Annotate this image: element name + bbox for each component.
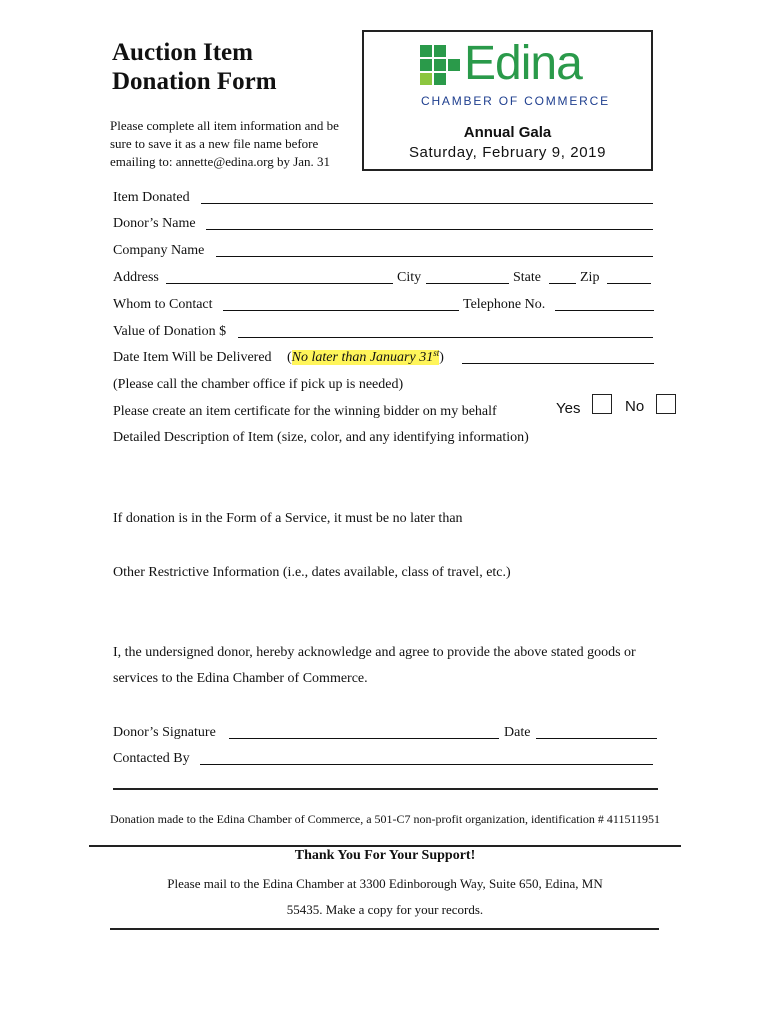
form-title bbox=[112, 38, 277, 96]
donor-name-input[interactable] bbox=[206, 229, 653, 230]
note-open-paren: ( bbox=[287, 350, 292, 365]
nonprofit-note: Donation made to the Edina Chamber of Commerce, a 501-C7 non-profit organization, identification # 411511951 bbox=[109, 812, 661, 826]
signature-input[interactable] bbox=[229, 738, 499, 739]
delivery-deadline-note bbox=[287, 348, 444, 368]
contact-row bbox=[113, 295, 658, 315]
company-name-input[interactable] bbox=[216, 256, 653, 257]
description-label: Detailed Description of Item (size, color, and any identifying information) bbox=[113, 430, 529, 445]
certificate-label: Please create an item certificate for the winning bidder on my behalf bbox=[113, 404, 497, 419]
event-date: Saturday, February 9, 2019 bbox=[408, 144, 607, 161]
zip-input[interactable] bbox=[607, 283, 651, 284]
item-donated-label: Item Donated bbox=[113, 190, 190, 205]
date-input[interactable] bbox=[536, 738, 657, 739]
yes-label: Yes bbox=[556, 400, 581, 417]
note-close-paren: ) bbox=[439, 350, 444, 365]
signature-row bbox=[113, 723, 658, 743]
restrictive-info-label: Other Restrictive Information (i.e., dates available, class of travel, etc.) bbox=[113, 565, 511, 580]
city-label: City bbox=[397, 270, 422, 285]
service-note: If donation is in the Form of a Service, it must be no later than bbox=[113, 511, 463, 526]
city-input[interactable] bbox=[426, 283, 509, 284]
address-row bbox=[113, 268, 653, 288]
value-label: Value of Donation $ bbox=[113, 324, 227, 339]
contacted-by-row bbox=[113, 749, 653, 769]
deadline-highlight bbox=[292, 350, 440, 365]
donor-name-row bbox=[113, 214, 653, 234]
logo-wordmark: Edina bbox=[464, 37, 582, 90]
title-line-1: Auction Item bbox=[112, 39, 253, 66]
date-label: Date bbox=[504, 725, 531, 740]
event-name: Annual Gala bbox=[463, 124, 552, 141]
address-input[interactable] bbox=[166, 283, 393, 284]
deadline-superscript: st bbox=[433, 348, 440, 358]
logo-box bbox=[362, 30, 653, 171]
address-label: Address bbox=[113, 270, 159, 285]
zip-label: Zip bbox=[580, 270, 600, 285]
logo-subtitle: CHAMBER OF COMMERCE bbox=[421, 94, 610, 108]
whom-to-contact-input[interactable] bbox=[223, 310, 459, 311]
state-input[interactable] bbox=[549, 283, 576, 284]
company-name-label: Company Name bbox=[113, 243, 205, 258]
contacted-by-label: Contacted By bbox=[113, 751, 190, 766]
pickup-note: (Please call the chamber office if pick up is needed) bbox=[113, 377, 404, 392]
intro-text: Please complete all item information and be sure to save it as a new file name before emailing to: annette@edina.org by Jan. 31 bbox=[110, 118, 339, 169]
divider-3 bbox=[110, 928, 659, 930]
donor-name-label: Donor’s Name bbox=[113, 216, 196, 231]
deadline-text: No later than January 31 bbox=[291, 350, 434, 365]
delivery-date-label: Date Item Will be Delivered bbox=[113, 350, 272, 365]
mailing-line-1: Please mail to the Edina Chamber at 3300 Edinborough Way, Suite 650, Edina, MN bbox=[167, 876, 603, 891]
value-input[interactable] bbox=[238, 337, 653, 338]
contacted-by-input[interactable] bbox=[200, 764, 653, 765]
signature-label: Donor’s Signature bbox=[113, 725, 216, 740]
chamber-logo-icon bbox=[420, 45, 460, 89]
item-donated-input[interactable] bbox=[201, 203, 653, 204]
company-name-row bbox=[113, 241, 653, 261]
state-label: State bbox=[513, 270, 541, 285]
delivery-date-row bbox=[113, 348, 658, 368]
no-checkbox[interactable] bbox=[656, 394, 676, 414]
yes-checkbox[interactable] bbox=[592, 394, 612, 414]
divider-2 bbox=[89, 845, 681, 847]
telephone-input[interactable] bbox=[555, 310, 654, 311]
divider-1 bbox=[113, 788, 658, 790]
item-donated-row bbox=[113, 188, 653, 208]
delivery-date-input[interactable] bbox=[462, 363, 654, 364]
title-line-2: Donation Form bbox=[112, 68, 277, 95]
value-row bbox=[113, 322, 653, 342]
thank-you-heading: Thank You For Your Support! bbox=[294, 848, 476, 863]
whom-to-contact-label: Whom to Contact bbox=[113, 297, 213, 312]
acknowledgement-text: I, the undersigned donor, hereby acknowledge and agree to provide the above stated goods or services to the Edina Chamber of Commerce. bbox=[113, 645, 636, 686]
no-label: No bbox=[625, 398, 645, 415]
telephone-label: Telephone No. bbox=[463, 297, 546, 312]
mailing-line-2: 55435. Make a copy for your records. bbox=[286, 902, 484, 917]
